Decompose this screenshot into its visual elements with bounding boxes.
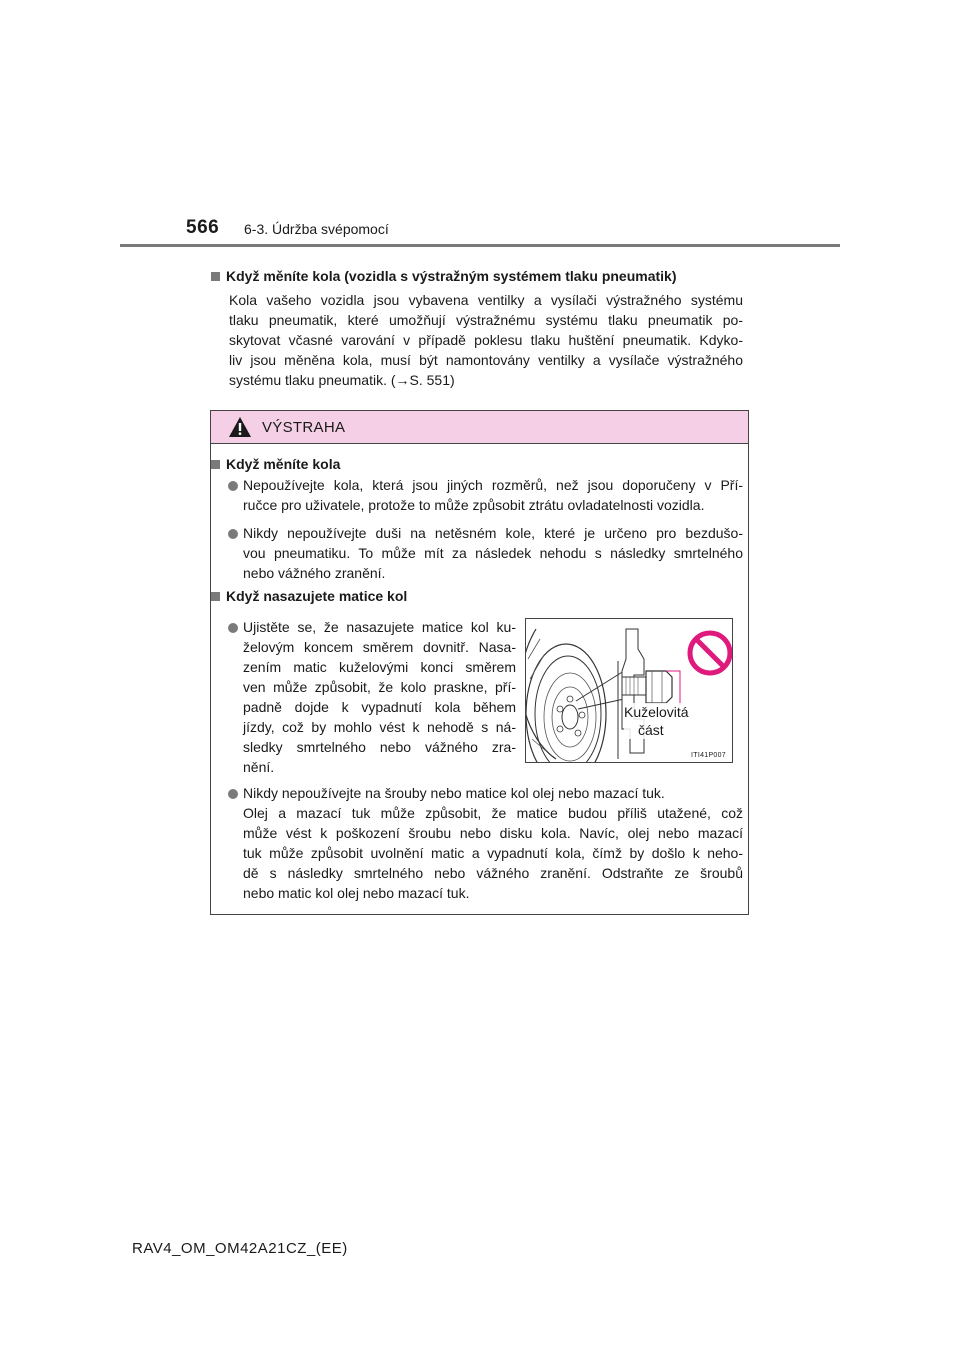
bullet-line: může vést k poškození šroubu nebo disku kola. Navíc, olej nebo mazací [243, 825, 743, 841]
intro-line: systému tlaku pneumatik. (→S. 551) [229, 372, 455, 388]
round-bullet-icon [228, 623, 238, 633]
figure-code: ITI41P007 [691, 752, 726, 759]
warning-subheading [211, 456, 340, 472]
bullet-line: Nikdy nepoužívejte na šrouby nebo matice kol olej nebo mazací tuk. [243, 785, 665, 801]
bullet-line: Ujistěte se, že nasazujete matice kol ku- [243, 619, 516, 635]
header-rule [120, 244, 840, 247]
square-bullet-icon [211, 592, 220, 601]
round-bullet-icon [228, 789, 238, 799]
bullet-line: padně dojde k vypadnutí kola během [243, 699, 516, 715]
bullet-line: tuk může způsobit uvolnění matic a vypadnutí kola, čímž by došlo k neho- [243, 845, 743, 861]
bullet-line: Nikdy nepoužívejte duši na netěsném kole, které je určeno pro bezdušo- [243, 525, 743, 541]
intro-line: Kola vašeho vozidla jsou vybavena ventilky a vysílači výstražného systému [229, 292, 743, 308]
page-number: 566 [186, 217, 220, 238]
warning-subheading [211, 588, 407, 604]
square-bullet-icon [211, 460, 220, 469]
warning-triangle-icon [228, 416, 252, 438]
wheel-nut-figure [525, 618, 733, 763]
warning-bullet [243, 523, 743, 583]
intro-line: liv jsou měněna kola, musí být namontovány ventilky a vysílače výstražného [229, 352, 743, 368]
figure-label-line: část [638, 722, 664, 738]
intro-line: skytovat včasné varování v případě poklesu tlaku huštění pneumatik. Kdyko- [229, 332, 743, 348]
bullet-line: želovým koncem směrem dovnitř. Nasa- [243, 639, 516, 655]
bullet-line: ven může způsobit, že kolo praskne, pří- [243, 679, 516, 695]
warning-bullet [243, 475, 743, 515]
figure-label-line: Kuželovitá [624, 704, 689, 720]
bullet-line: nebo matic kol olej nebo mazací tuk. [243, 885, 470, 901]
bullet-line: jízdy, což by mohlo vést k nehodě s ná- [243, 719, 516, 735]
round-bullet-icon [228, 481, 238, 491]
intro-line: tlaku pneumatik, které umožňují výstražnému systému tlaku pneumatik po- [229, 312, 743, 328]
bullet-line: ručce pro uživatele, protože to může způsobit ztrátu ovladatelnosti vozidla. [243, 497, 705, 513]
square-bullet-icon [211, 272, 220, 281]
section-title: 6-3. Údržba svépomocí [244, 221, 389, 237]
warning-subheading-text: Když měníte kola [226, 456, 341, 472]
bullet-line: vou pneumatiku. To může mít za následek nehodu s následky smrtelného [243, 545, 743, 561]
bullet-line: zením matic kuželovými konci směrem [243, 659, 516, 675]
intro-paragraph [229, 290, 743, 390]
wheel-illustration [526, 619, 732, 762]
section-heading-text: Když měníte kola (vozidla s výstražným systémem tlaku pneumatik) [226, 268, 677, 284]
round-bullet-icon [228, 529, 238, 539]
warning-bullet [243, 783, 743, 903]
bullet-line: sledky smrtelného nebo vážného zra- [243, 739, 516, 755]
bullet-line: nění. [243, 759, 275, 775]
warning-subheading-text: Když nasazujete matice kol [226, 588, 408, 604]
warning-header [211, 411, 748, 444]
bullet-line: Olej a mazací tuk může způsobit, že matice budou příliš utažené, což [243, 805, 743, 821]
warning-title: VÝSTRAHA [262, 418, 346, 436]
bullet-line: Nepoužívejte kola, která jsou jiných rozměrů, než jsou doporučeny v Pří- [243, 477, 743, 493]
section-heading [211, 268, 677, 284]
figure-label [624, 703, 689, 739]
footer-doc-code: RAV4_OM_OM42A21CZ_(EE) [132, 1240, 348, 1257]
bullet-line: dě s následky smrtelného nebo vážného zranění. Odstraňte ze šroubů [243, 865, 743, 881]
warning-bullet [243, 617, 516, 777]
bullet-line: nebo vážného zranění. [243, 565, 386, 581]
